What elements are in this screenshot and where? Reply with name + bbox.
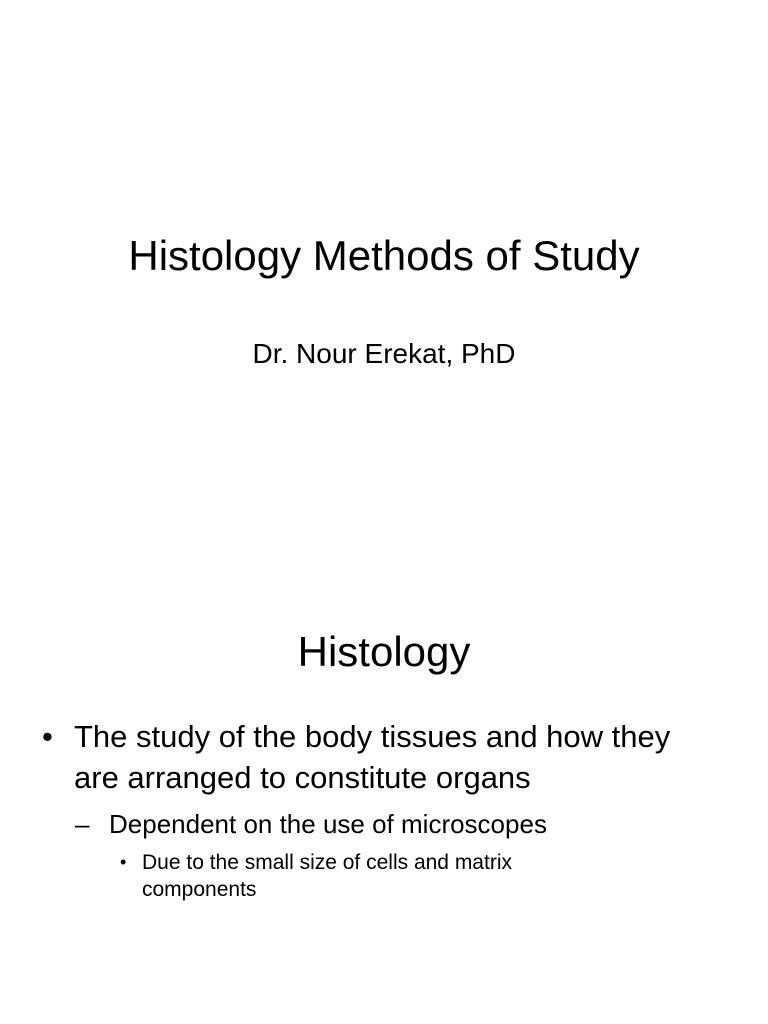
- bullet-level-3: [120, 849, 620, 903]
- slide-histology: [0, 512, 768, 1024]
- bullet-text: Dependent on the use of microscopes: [109, 809, 547, 839]
- bullet-text: Due to the small size of cells and matrix components: [142, 851, 512, 901]
- bullet-text: The study of the body tissues and how they are arranged to constitute organs: [74, 719, 671, 795]
- bullet-level-2: [75, 808, 735, 840]
- dash-marker: –: [75, 809, 90, 839]
- slide-title-heading: Histology Methods of Study: [128, 232, 640, 279]
- bullet-level-1: [42, 716, 722, 798]
- bullet-marker: •: [42, 719, 53, 754]
- bullet-marker: •: [120, 852, 127, 872]
- slide-heading: Histology: [297, 628, 471, 675]
- slide-author: Dr. Nour Erekat, PhD: [252, 338, 516, 369]
